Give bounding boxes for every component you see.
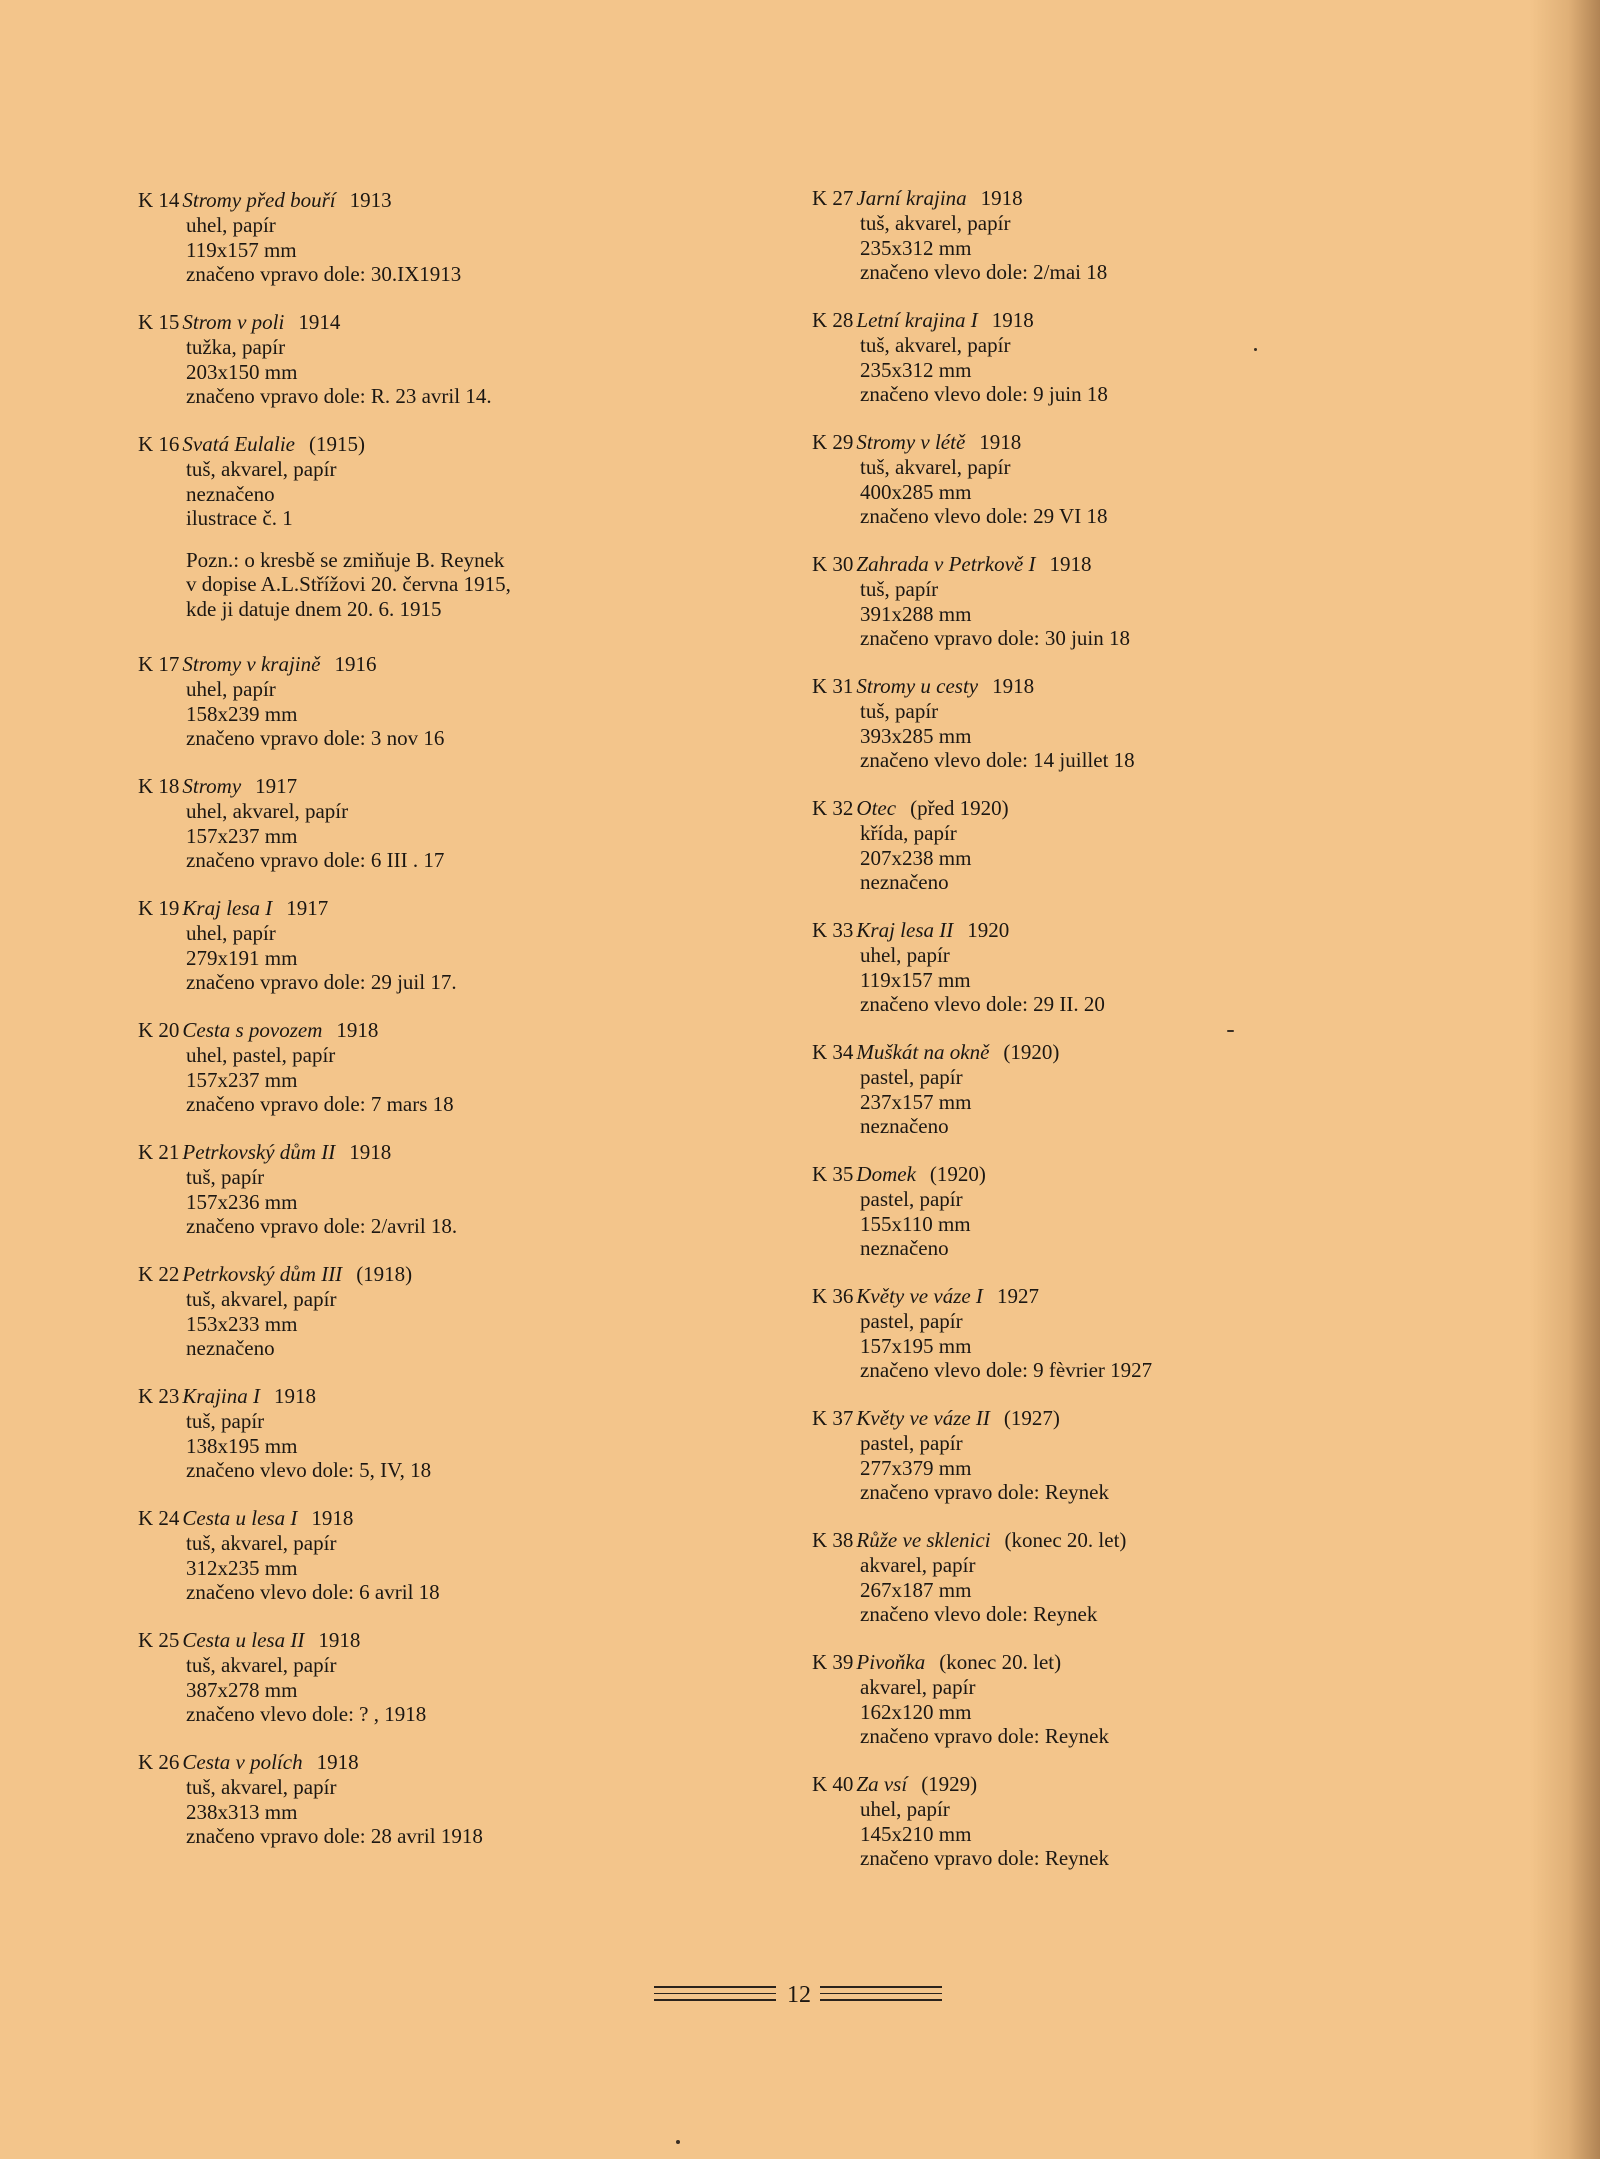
entry-date: (1918): [356, 1262, 413, 1286]
entry-title: Svatá Eulalie: [182, 432, 295, 456]
entry-detail-line: tuš, akvarel, papír: [186, 1287, 337, 1311]
entry-code: K 33: [812, 918, 854, 942]
entry-code: K 37: [812, 1406, 854, 1430]
entry-heading: [138, 310, 738, 335]
entry-date: (1927): [1003, 1406, 1060, 1430]
entry-heading: [812, 552, 1432, 577]
entry-detail-line: 387x278 mm: [186, 1677, 298, 1702]
entry-heading: [138, 1628, 738, 1653]
entry-code: K 24: [138, 1506, 180, 1530]
entry-detail-line: křída, papír: [860, 821, 957, 845]
entry-date: (1920): [929, 1162, 986, 1186]
entry-detail-line: značeno vlevo dole: 2/mai 18: [860, 260, 1108, 284]
entry-heading: [138, 432, 738, 457]
entry-detail-line: značeno vpravo dole: 30.IX1913: [186, 262, 462, 286]
paper-speck: [1227, 1030, 1234, 1032]
entry-note-line: kde ji datuje dnem 20. 6. 1915: [186, 596, 442, 621]
entry-code: K 27: [812, 186, 854, 210]
entry-detail-line: neznačeno: [186, 1336, 275, 1360]
entry-date: 1918: [991, 308, 1034, 332]
entry-date: (1929): [921, 1772, 978, 1796]
entry-title: Květy ve váze II: [856, 1406, 990, 1430]
entry-detail-line: tuš, akvarel, papír: [186, 1531, 337, 1555]
catalog-entry: [812, 918, 1432, 1040]
entry-heading: [138, 652, 738, 677]
entry-date: 1918: [1049, 552, 1092, 576]
entry-detail-line: tuš, akvarel, papír: [860, 333, 1011, 357]
entry-heading: [812, 1284, 1432, 1309]
entry-heading: [812, 1528, 1432, 1553]
entry-date: (1915): [308, 432, 365, 456]
entry-code: K 17: [138, 652, 180, 676]
entry-detail-line: uhel, pastel, papír: [186, 1043, 336, 1067]
entry-detail-line: tuš, akvarel, papír: [860, 211, 1011, 235]
entry-detail-line: tuš, papír: [186, 1165, 265, 1189]
entry-detail-line: značeno vlevo dole: 6 avril 18: [186, 1580, 440, 1604]
entry-code: K 40: [812, 1772, 854, 1796]
entry-detail-line: 157x237 mm: [186, 1067, 298, 1092]
entry-detail-line: značeno vpravo dole: 28 avril 1918: [186, 1824, 483, 1848]
entry-code: K 39: [812, 1650, 854, 1674]
entry-detail-line: pastel, papír: [860, 1431, 963, 1455]
catalog-entry: [138, 1018, 738, 1140]
entry-detail-line: tuš, akvarel, papír: [186, 1775, 337, 1799]
entry-title: Otec: [856, 796, 897, 820]
entry-detail-line: 279x191 mm: [186, 945, 298, 970]
entry-detail-line: značeno vpravo dole: 7 mars 18: [186, 1092, 454, 1116]
catalog-entry: [138, 310, 738, 432]
page-footer: [650, 1978, 950, 2018]
entry-detail-line: značeno vlevo dole: 5, IV, 18: [186, 1458, 432, 1482]
entry-detail-line: značeno vpravo dole: Reynek: [860, 1846, 1109, 1870]
entry-date: (konec 20. let): [1004, 1528, 1127, 1552]
entry-detail-line: značeno vpravo dole: 3 nov 16: [186, 726, 445, 750]
entry-heading: [812, 1040, 1432, 1065]
entry-code: K 31: [812, 674, 854, 698]
entry-title: Květy ve váze I: [856, 1284, 983, 1308]
entry-date: 1917: [286, 896, 329, 920]
entry-heading: [812, 1406, 1432, 1431]
entry-code: K 20: [138, 1018, 180, 1042]
catalog-entry: [812, 308, 1432, 430]
entry-note-line: v dopise A.L.Střížovi 20. června 1915,: [186, 572, 511, 596]
entry-date: 1918: [992, 674, 1035, 698]
entry-detail-line: 119x157 mm: [186, 237, 297, 262]
entry-date: 1917: [255, 774, 298, 798]
entry-detail-line: 207x238 mm: [860, 845, 972, 870]
entry-date: 1918: [349, 1140, 392, 1164]
entry-code: K 18: [138, 774, 180, 798]
entry-detail-line: 162x120 mm: [860, 1699, 972, 1724]
entry-date: 1918: [980, 186, 1023, 210]
entry-detail-line: uhel, papír: [860, 943, 950, 967]
entry-heading: [138, 896, 738, 921]
catalog-entry: [138, 774, 738, 896]
catalog-entry: [812, 1162, 1432, 1284]
entry-heading: [138, 774, 738, 799]
entry-title: Petrkovský dům II: [182, 1140, 336, 1164]
entry-heading: [812, 186, 1432, 211]
entry-detail-line: 400x285 mm: [860, 479, 972, 504]
entry-code: K 25: [138, 1628, 180, 1652]
entry-title: Stromy: [182, 774, 242, 798]
entry-date: (1920): [1003, 1040, 1060, 1064]
entry-detail-line: neznačeno: [860, 1114, 949, 1138]
entry-detail-line: 277x379 mm: [860, 1455, 972, 1480]
entry-detail-line: tuš, papír: [186, 1409, 265, 1433]
entry-detail-line: uhel, papír: [186, 921, 276, 945]
entry-detail-line: neznačeno: [860, 1236, 949, 1260]
entry-code: K 16: [138, 432, 180, 456]
entry-date: 1927: [996, 1284, 1039, 1308]
entry-code: K 21: [138, 1140, 180, 1164]
catalog-entry: [812, 1040, 1432, 1162]
entry-code: K 36: [812, 1284, 854, 1308]
entry-detail-line: uhel, papír: [186, 213, 276, 237]
entry-title: Domek: [856, 1162, 916, 1186]
entry-code: K 32: [812, 796, 854, 820]
entry-title: Stromy před bouří: [182, 188, 336, 212]
entry-detail-line: 145x210 mm: [860, 1821, 972, 1846]
entry-date: 1918: [336, 1018, 379, 1042]
entry-heading: [812, 308, 1432, 333]
entry-detail-line: pastel, papír: [860, 1309, 963, 1333]
entry-code: K 38: [812, 1528, 854, 1552]
entry-detail-line: tuš, papír: [860, 699, 939, 723]
entry-date: 1918: [316, 1750, 359, 1774]
entry-date: 1918: [274, 1384, 317, 1408]
catalog-entry: [138, 188, 738, 310]
entry-date: 1918: [311, 1506, 354, 1530]
catalog-entry: [812, 1772, 1432, 1894]
entry-title: Zahrada v Petrkově I: [856, 552, 1036, 576]
entry-detail-line: neznačeno: [186, 481, 275, 506]
catalog-entry: [812, 552, 1432, 674]
entry-detail-line: uhel, papír: [186, 677, 276, 701]
catalog-entry: [138, 896, 738, 1018]
entry-heading: [812, 430, 1432, 455]
entry-title: Pivoňka: [856, 1650, 926, 1674]
entry-title: Kraj lesa II: [856, 918, 954, 942]
catalog-entry: [138, 432, 738, 652]
entry-detail-line: 153x233 mm: [186, 1311, 298, 1336]
entry-note: [138, 548, 738, 622]
entry-detail-line: 312x235 mm: [186, 1555, 298, 1580]
entry-heading: [138, 188, 738, 213]
entry-detail-line: tuš, papír: [860, 577, 939, 601]
entry-note-line: Pozn.: o kresbě se zmiňuje B. Reynek: [186, 547, 505, 572]
entry-detail-line: pastel, papír: [860, 1187, 963, 1211]
entry-title: Růže ve sklenici: [856, 1528, 991, 1552]
entry-code: K 19: [138, 896, 180, 920]
catalog-entry: [812, 796, 1432, 918]
entry-detail-line: akvarel, papír: [860, 1675, 976, 1699]
catalog-entry: [138, 1628, 738, 1750]
entry-heading: [138, 1018, 738, 1043]
catalog-entry: [138, 1384, 738, 1506]
entry-heading: [138, 1750, 738, 1775]
entry-detail-line: značeno vpravo dole: 2/avril 18.: [186, 1214, 458, 1238]
entry-detail-line: značeno vlevo dole: 29 II. 20: [860, 992, 1105, 1016]
entry-detail-line: značeno vpravo dole: 29 juil 17.: [186, 970, 457, 994]
entry-title: Cesta s povozem: [182, 1018, 323, 1042]
entry-detail-line: značeno vpravo dole: 30 juin 18: [860, 626, 1131, 650]
entry-title: Cesta u lesa I: [182, 1506, 298, 1530]
entry-detail-line: značeno vpravo dole: R. 23 avril 14.: [186, 384, 492, 408]
footer-ornament-left: [654, 1986, 776, 2010]
entry-title: Cesta u lesa II: [182, 1628, 305, 1652]
entry-code: K 23: [138, 1384, 180, 1408]
catalog-entry: [812, 186, 1432, 308]
entry-date: 1918: [318, 1628, 361, 1652]
entry-detail-line: uhel, papír: [860, 1797, 950, 1821]
entry-heading: [138, 1384, 738, 1409]
entry-title: Cesta v polích: [182, 1750, 303, 1774]
entry-title: Letní krajina I: [856, 308, 978, 332]
catalog-entry: [812, 1284, 1432, 1406]
paper-speck: [1254, 348, 1257, 351]
entry-code: K 28: [812, 308, 854, 332]
entry-heading: [812, 796, 1432, 821]
entry-detail-line: 235x312 mm: [860, 357, 972, 382]
entry-detail-line: neznačeno: [860, 870, 949, 894]
entry-title: Strom v poli: [182, 310, 285, 334]
entry-detail-line: tuš, akvarel, papír: [860, 455, 1011, 479]
entry-detail-line: uhel, akvarel, papír: [186, 799, 349, 823]
entry-detail-line: 235x312 mm: [860, 235, 972, 260]
entry-heading: [812, 1772, 1432, 1797]
catalog-entry: [812, 430, 1432, 552]
catalog-entry: [138, 652, 738, 774]
entry-code: K 29: [812, 430, 854, 454]
entry-title: Za vsí: [856, 1772, 908, 1796]
catalog-entry: [812, 1406, 1432, 1528]
entry-heading: [812, 1162, 1432, 1187]
entry-date: 1918: [979, 430, 1022, 454]
entry-detail-line: tuš, akvarel, papír: [186, 1653, 337, 1677]
entry-detail-line: 155x110 mm: [860, 1211, 971, 1236]
entry-date: 1920: [967, 918, 1010, 942]
entry-date: (před 1920): [910, 796, 1009, 820]
entry-title: Muškát na okně: [856, 1040, 990, 1064]
entry-detail-line: značeno vlevo dole: 9 juin 18: [860, 382, 1108, 406]
catalog-column-right: [812, 186, 1432, 1894]
entry-detail-line: 393x285 mm: [860, 723, 972, 748]
entry-date: 1916: [334, 652, 377, 676]
entry-heading: [138, 1262, 738, 1287]
entry-title: Stromy v krajině: [182, 652, 321, 676]
page-edge-shadow: [1530, 0, 1600, 2159]
entry-code: K 30: [812, 552, 854, 576]
entry-date: 1913: [349, 188, 392, 212]
entry-title: Stromy u cesty: [856, 674, 979, 698]
entry-detail-line: značeno vpravo dole: Reynek: [860, 1480, 1109, 1504]
entry-detail-line: značeno vlevo dole: 14 juillet 18: [860, 748, 1135, 772]
entry-detail-line: 157x236 mm: [186, 1189, 298, 1214]
entry-detail-line: 238x313 mm: [186, 1799, 298, 1824]
entry-code: K 15: [138, 310, 180, 334]
entry-detail-line: 391x288 mm: [860, 601, 972, 626]
entry-detail-line: ilustrace č. 1: [186, 506, 293, 530]
catalog-entry: [812, 1650, 1432, 1772]
entry-code: K 14: [138, 188, 180, 212]
entry-detail-line: pastel, papír: [860, 1065, 963, 1089]
entry-date: (konec 20. let): [939, 1650, 1062, 1674]
entry-detail-line: značeno vlevo dole: 29 VI 18: [860, 504, 1108, 528]
entry-code: K 26: [138, 1750, 180, 1774]
entry-title: Krajina I: [182, 1384, 261, 1408]
entry-heading: [812, 1650, 1432, 1675]
entry-heading: [138, 1140, 738, 1165]
entry-detail-line: tuš, akvarel, papír: [186, 457, 337, 481]
entry-detail-line: značeno vlevo dole: Reynek: [860, 1602, 1098, 1626]
paper-speck: [676, 2140, 680, 2144]
entry-detail-line: 138x195 mm: [186, 1433, 298, 1458]
entry-code: K 34: [812, 1040, 854, 1064]
entry-detail-line: 237x157 mm: [860, 1089, 972, 1114]
entry-title: Jarní krajina: [856, 186, 967, 210]
page-number: 12: [787, 1982, 811, 2008]
entry-detail-line: značeno vlevo dole: 9 fèvrier 1927: [860, 1358, 1153, 1382]
catalog-entry: [812, 1528, 1432, 1650]
entry-code: K 35: [812, 1162, 854, 1186]
entry-code: K 22: [138, 1262, 180, 1286]
entry-detail-line: 158x239 mm: [186, 701, 298, 726]
entry-title: Kraj lesa I: [182, 896, 273, 920]
entry-detail-line: 267x187 mm: [860, 1577, 972, 1602]
entry-title: Petrkovský dům III: [182, 1262, 343, 1286]
entry-detail-line: 157x195 mm: [860, 1333, 972, 1358]
catalog-entry: [138, 1262, 738, 1384]
footer-ornament-right: [820, 1986, 942, 2010]
entry-title: Stromy v létě: [856, 430, 966, 454]
entry-heading: [138, 1506, 738, 1531]
entry-heading: [812, 918, 1432, 943]
entry-detail-line: značeno vpravo dole: 6 III . 17: [186, 848, 445, 872]
catalog-entry: [138, 1140, 738, 1262]
catalog-entry: [138, 1506, 738, 1628]
catalog-entry: [812, 674, 1432, 796]
entry-detail-line: tužka, papír: [186, 335, 286, 359]
entry-detail-line: akvarel, papír: [860, 1553, 976, 1577]
entry-heading: [812, 674, 1432, 699]
catalog-entry: [138, 1750, 738, 1872]
entry-detail-line: 157x237 mm: [186, 823, 298, 848]
entry-detail-line: 203x150 mm: [186, 359, 298, 384]
catalog-column-left: [138, 188, 738, 1872]
entry-date: 1914: [298, 310, 341, 334]
entry-detail-line: značeno vlevo dole: ? , 1918: [186, 1702, 427, 1726]
entry-detail-line: značeno vpravo dole: Reynek: [860, 1724, 1109, 1748]
entry-detail-line: 119x157 mm: [860, 967, 971, 992]
